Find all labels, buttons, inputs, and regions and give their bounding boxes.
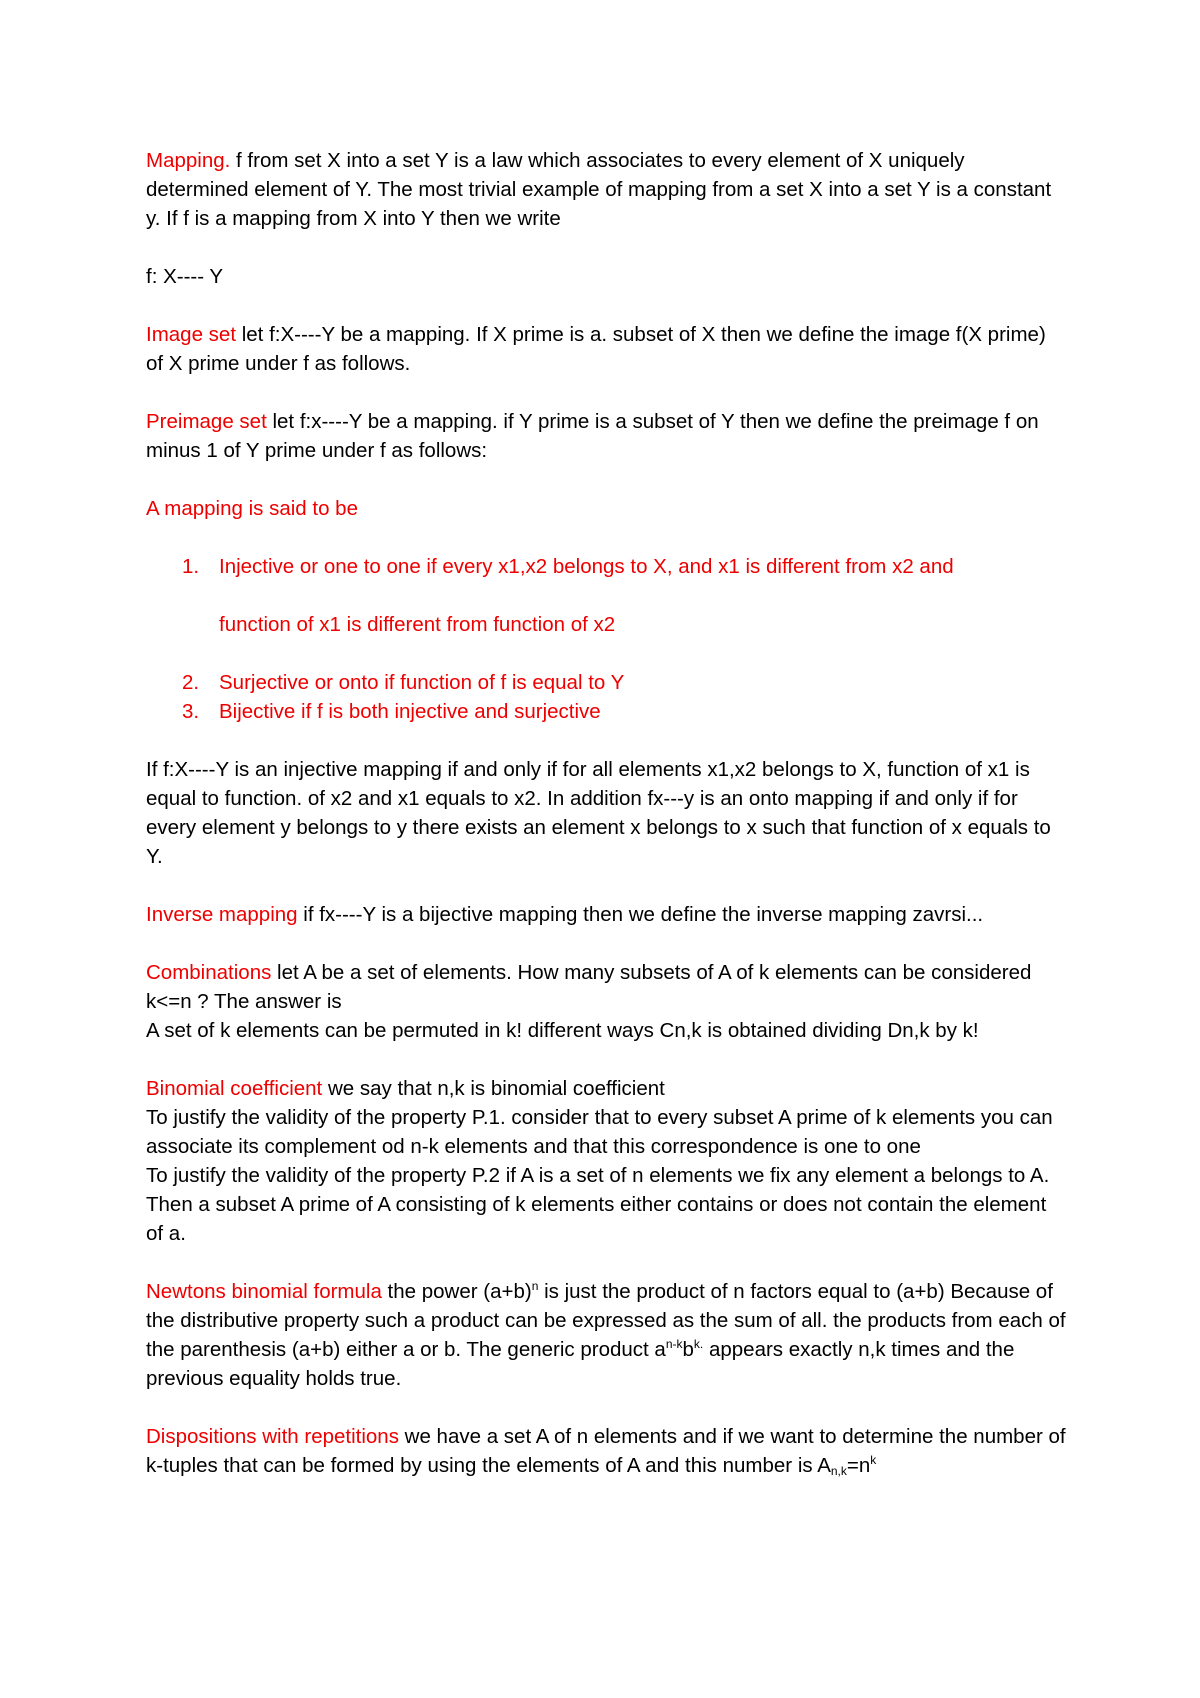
document-content (146, 146, 1066, 1480)
binomial-paragraph (146, 1074, 1066, 1103)
combinations-line2: A set of k elements can be permuted in k! different ways Cn,k is obtained dividing Dn,k by k! (146, 1019, 979, 1042)
image-set-heading: Image set (146, 323, 237, 346)
binomial-heading: Binomial coefficient (146, 1077, 323, 1100)
binomial-property-2: To justify the validity of the property P.2 if A is a set of n elements we fix any element a belongs to A. Then a subset A prime of A consisting of k elements either contains or does not contain the element of a. (146, 1164, 1050, 1245)
image-set-body: let f:X----Y be a mapping. If X prime is a. subset of X then we define the image f(X prime) of X prime under f as follows. (146, 323, 1046, 375)
binomial-property-1: To justify the validity of the property P.1. consider that to every subset A prime of k elements you can associate its complement od n-k elements and that this correspondence is one to one (146, 1106, 1053, 1158)
dispositions-text-2: =n (846, 1454, 871, 1477)
newton-sup-3: k. (693, 1337, 704, 1351)
dispositions-heading: Dispositions with repetitions (146, 1425, 399, 1448)
list-item-surjective (146, 668, 1066, 697)
list-item-injective (146, 552, 1066, 581)
mapping-said-heading: A mapping is said to be (146, 497, 358, 520)
newton-heading: Newtons binomial formula (146, 1280, 382, 1303)
preimage-set-heading: Preimage set (146, 410, 267, 433)
preimage-set-paragraph (146, 407, 1066, 465)
list-number: 2. (182, 671, 200, 694)
dispositions-sup: k (870, 1453, 877, 1467)
newton-text-4: appears exactly n,k times and the previous equality holds true. (146, 1338, 1015, 1390)
list-number: 1. (182, 555, 200, 578)
combinations-body: let A be a set of elements. How many subsets of A of k elements can be considered k<=n ? The answer is (146, 961, 1032, 1013)
list-number: 3. (182, 700, 200, 723)
newton-sup-1: n (531, 1279, 539, 1293)
newton-sup-2: n-k (665, 1337, 683, 1351)
preimage-set-body: let f:x----Y be a mapping. if Y prime is a subset of Y then we define the preimage f on minus 1 of Y prime under f as follows: (146, 410, 1039, 462)
newton-text-1: the power (a+b) (381, 1280, 532, 1303)
newton-text-2: is just the product of n factors equal to (a+b) Because of the distributive property such a product can be expressed as the sum of all. the products from each of the parenthesis (a+b) either a or b. The generic product a (146, 1280, 1066, 1361)
mapping-types-list (146, 552, 1066, 726)
inverse-mapping-paragraph (146, 900, 1066, 929)
list-item-injective-continuation: function of x1 is different from function of x2 (219, 613, 616, 636)
mapping-paragraph (146, 146, 1066, 233)
list-item-bijective (146, 697, 1066, 726)
dispositions-paragraph (146, 1422, 1066, 1480)
mapping-notation: f: X---- Y (146, 265, 224, 288)
list-item-text: Bijective if f is both injective and surjective (219, 700, 601, 723)
newton-paragraph (146, 1277, 1066, 1393)
dispositions-text-1: we have a set A of n elements and if we want to determine the number of k-tuples that can be formed by using the elements of A and this number is A (146, 1425, 1066, 1477)
inverse-mapping-body: if fx----Y is a bijective mapping then we define the inverse mapping zavrsi... (297, 903, 984, 926)
newton-text-3: b (682, 1338, 694, 1361)
image-set-paragraph (146, 320, 1066, 378)
mapping-body: f from set X into a set Y is a law which associates to every element of X uniquely determined element of Y. The most trivial example of mapping from a set X into a set Y is a constant y. If f is a mapping from X into Y then we write (146, 149, 1052, 230)
list-item-text: Injective or one to one if every x1,x2 belongs to X, and x1 is different from x2 and (219, 555, 954, 578)
mapping-heading: Mapping. (146, 149, 231, 172)
binomial-body: we say that n,k is binomial coefficient (322, 1077, 665, 1100)
dispositions-sub: n,k (830, 1464, 847, 1478)
inverse-mapping-heading: Inverse mapping (146, 903, 298, 926)
combinations-heading: Combinations (146, 961, 272, 984)
list-item-text: Surjective or onto if function of f is equal to Y (219, 671, 625, 694)
injective-paragraph: If f:X----Y is an injective mapping if and only if for all elements x1,x2 belongs to X, function of x1 is equal to function. of x2 and x1 equals to x2. In addition fx---y is an onto mapping if and only if for every element y belongs to y there exists an element x belongs to x such that function of x equals to Y. (146, 758, 1051, 868)
combinations-paragraph (146, 958, 1066, 1016)
